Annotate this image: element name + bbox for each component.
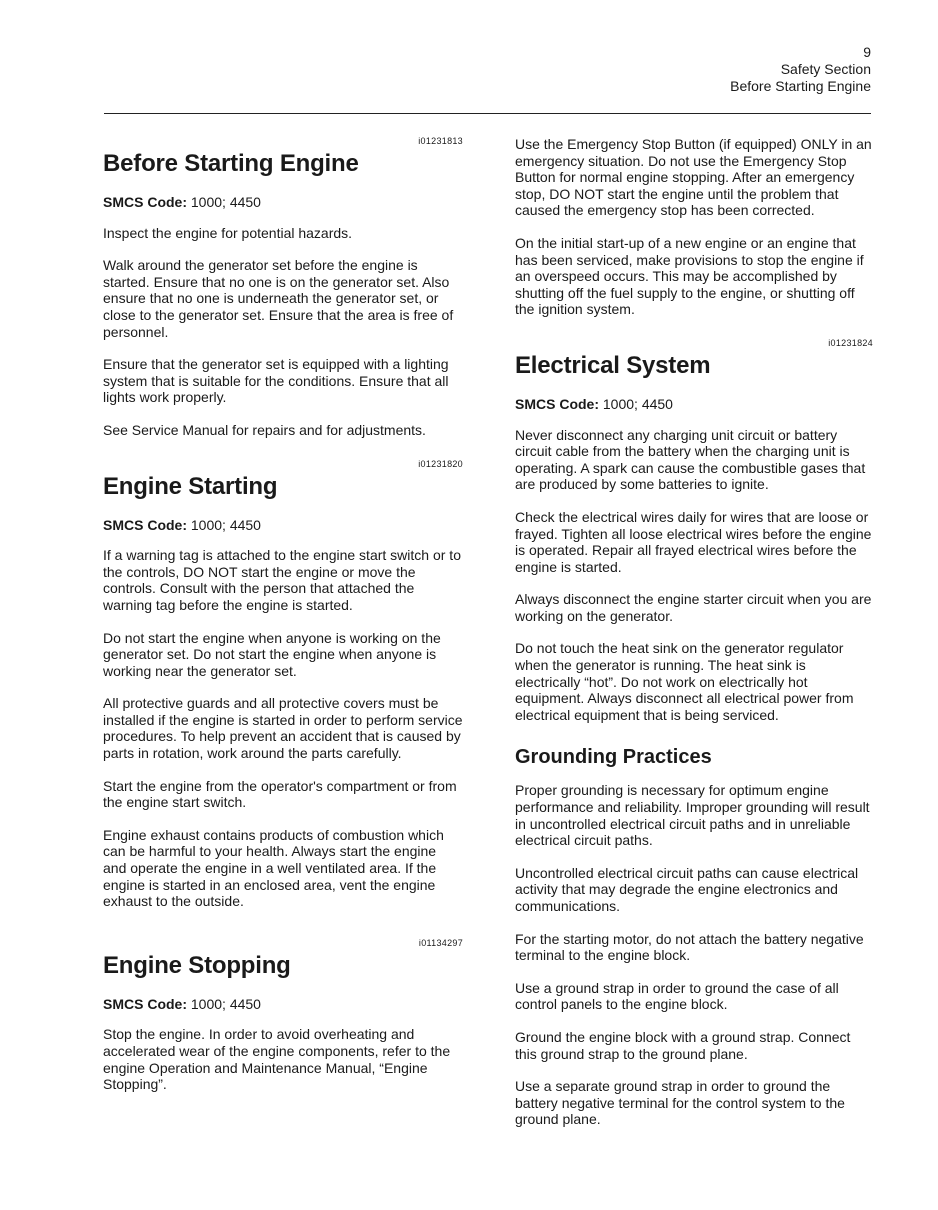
paragraph: All protective guards and all protective covers must be installed if the engine is started in order to perform service procedures. To help prevent an accident that is caused by parts in rotation, work around the parts carefully. — [103, 695, 463, 762]
paragraph: Walk around the generator set before the engine is started. Ensure that no one is on the generator set. Also ensure that no one is underneath the generator set, or close to the generator set. Ensure that the area is free of personnel. — [103, 257, 454, 340]
paragraph: Check the electrical wires daily for wires that are loose or frayed. Tighten all loose electrical wires before the engine is operated. Repair all frayed electrical wires before the engine is started. — [515, 508, 872, 575]
section-id: i01134297 — [418, 937, 463, 948]
paragraph: Stop the engine. In order to avoid overheating and accelerated wear of the engine components, refer to the engine Operation and Maintenance Manual, “Engine Stopping”. — [103, 1026, 451, 1093]
paragraph: Use a separate ground strap in order to ground the battery negative terminal for the control system to the ground plane. — [515, 1078, 845, 1128]
header-section: Safety Section — [780, 61, 871, 77]
section-id: i01231824 — [828, 337, 873, 348]
paragraph: Do not touch the heat sink on the generator regulator when the generator is running. The heat sink is electrically “hot”. Do not work on electrically hot equipment. Always disconnect all electrical power from electrical equipment that is being serviced. — [515, 640, 854, 723]
section-title: Engine Stopping — [103, 951, 291, 979]
page-header — [730, 44, 871, 95]
header-subsection: Before Starting Engine — [730, 78, 871, 94]
smcs-label: SMCS Code: — [103, 194, 187, 210]
section-grounding-practices — [515, 745, 873, 1128]
section-continued — [515, 136, 873, 318]
section-engine-stopping — [103, 938, 463, 1093]
section-title: Engine Starting — [103, 472, 278, 500]
paragraph: Use the Emergency Stop Button (if equipped) ONLY in an emergency situation. Do not use the Emergency Stop Button for normal engine stopping. After an emergency stop, DO NOT start the engine until the problem that caused the emergency stop has been corrected. — [515, 136, 872, 219]
paragraph: For the starting motor, do not attach the battery negative terminal to the engine block. — [515, 930, 864, 964]
paragraph: Inspect the engine for potential hazards. — [103, 224, 353, 241]
smcs-code — [515, 396, 873, 413]
paragraph: If a warning tag is attached to the engine start switch or to the controls, DO NOT start the engine or move the controls. Consult with the person that attached the warning tag before the engine is started. — [103, 547, 461, 613]
paragraph: Never disconnect any charging unit circuit or battery circuit cable from the battery when the charging unit is operating. A spark can cause the combustible gases that are produced by some batteries to ignite. — [515, 426, 866, 493]
section-id: i01231813 — [418, 136, 463, 146]
smcs-code — [103, 517, 463, 534]
smcs-value: 1000; 4450 — [602, 395, 673, 412]
page-number: 9 — [863, 44, 871, 60]
section-before-starting-engine — [103, 136, 463, 439]
paragraph: Always disconnect the engine starter circuit when you are working on the generator. — [515, 591, 872, 624]
paragraph: Ground the engine block with a ground strap. Connect this ground strap to the ground plane. — [515, 1028, 851, 1062]
smcs-code — [103, 996, 463, 1013]
section-engine-starting — [103, 459, 463, 910]
subsection-title: Grounding Practices — [515, 746, 712, 769]
paragraph: On the initial start-up of a new engine or an engine that has been serviced, make provisions to stop the engine if an overspeed occurs. This may be accomplished by shutting off the fuel supply to the engine, or shutting off the ignition system. — [515, 234, 864, 318]
smcs-value: 1000; 4450 — [190, 995, 261, 1012]
smcs-label: SMCS Code: — [103, 516, 187, 533]
paragraph: Ensure that the generator set is equipped with a lighting system that is suitable for the conditions. Ensure that all lights work properly. — [103, 356, 449, 406]
smcs-label: SMCS Code: — [103, 995, 187, 1012]
smcs-value: 1000; 4450 — [190, 516, 261, 533]
left-column — [103, 136, 463, 1109]
paragraph: Start the engine from the operator's compartment or from the engine start switch. — [103, 777, 457, 811]
paragraph: Proper grounding is necessary for optimum engine performance and reliability. Improper grounding will result in uncontrolled electrical circuit paths and in unreliable electrical circuit paths. — [515, 782, 870, 849]
paragraph: Do not start the engine when anyone is working on the generator set. Do not start the engine when anyone is working near the generator set. — [103, 629, 441, 679]
right-column — [515, 136, 873, 1144]
paragraph: Use a ground strap in order to ground the case of all control panels to the engine block. — [515, 979, 839, 1013]
paragraph: Engine exhaust contains products of combustion which can be harmful to your health. Always start the engine and operate the engine in a well ventilated area. If the engine is started in an enclosed area, vent the engine exhaust to the outside. — [103, 826, 444, 910]
smcs-code — [103, 194, 463, 211]
smcs-label: SMCS Code: — [515, 395, 599, 412]
section-electrical-system — [515, 338, 873, 724]
section-title: Before Starting Engine — [103, 150, 359, 177]
smcs-value: 1000; 4450 — [190, 194, 261, 210]
section-id: i01231820 — [418, 458, 463, 469]
paragraph: See Service Manual for repairs and for adjustments. — [103, 421, 426, 438]
section-title: Electrical System — [515, 351, 711, 379]
paragraph: Uncontrolled electrical circuit paths can cause electrical activity that may degrade the engine electronics and communications. — [515, 864, 859, 914]
header-rule — [104, 113, 871, 114]
